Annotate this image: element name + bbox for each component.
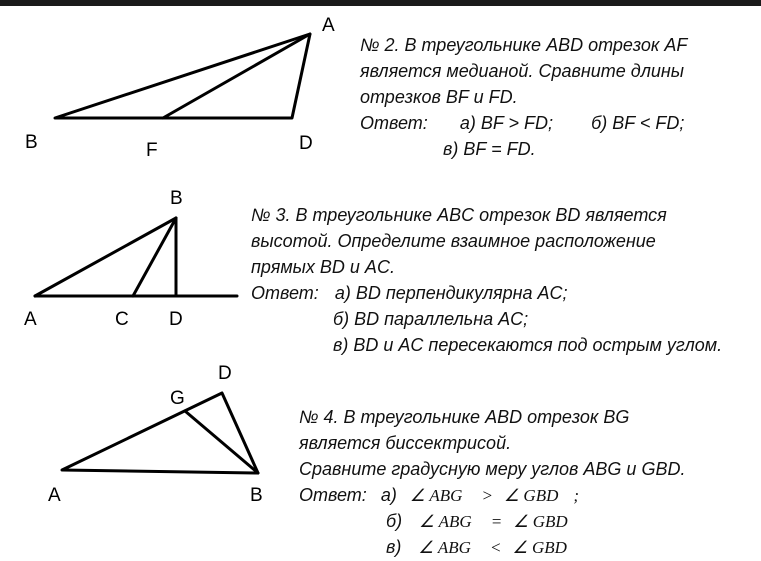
problem-statement-line: № 2. В треугольнике ABD отрезок AF (360, 35, 688, 55)
answer-label: Ответ: (251, 283, 319, 303)
angle-gbd: ∠ GBD (512, 538, 567, 557)
problem-statement-line: является медианой. Сравните длины (360, 61, 685, 81)
answer-option-c: в) BD и AC пересекаются под острым углом. (333, 335, 723, 355)
problem-2-text (360, 32, 687, 162)
problem-statement-line: прямых BD и AC. (251, 257, 395, 277)
answer-option-a-label: а) (380, 485, 397, 505)
answer-option-c-label: в) (386, 537, 402, 557)
problem-statement-line: является биссектрисой. (299, 433, 512, 453)
point-label-a: A (322, 15, 335, 36)
point-label-f: F (146, 140, 158, 161)
comparison-sign: < (489, 538, 502, 557)
problem-statement-line: Сравните градусную меру углов ABG и GBD. (299, 459, 686, 479)
comparison-sign: = (490, 512, 503, 531)
answer-row (299, 482, 685, 508)
answer-option-c: в) BF = FD. (443, 139, 536, 159)
answer-option-b-label: б) (386, 511, 403, 531)
problem-4-text (299, 404, 685, 560)
answer-row (299, 508, 685, 534)
point-label-a: A (24, 309, 37, 330)
point-label-a: A (48, 485, 61, 506)
point-label-b: B (25, 132, 38, 153)
answer-label: Ответ: (299, 485, 367, 505)
answer-option-a: а) BF > FD; (459, 113, 554, 133)
answer-row (299, 534, 685, 560)
comparison-sign: > (481, 486, 493, 505)
answer-row (360, 110, 687, 136)
problem-statement-line: отрезков BF и FD. (360, 87, 518, 107)
punctuation: ; (573, 486, 580, 505)
answer-option-b: б) BF < FD; (591, 113, 685, 133)
point-label-g: G (170, 388, 185, 409)
angle-abg: ∠ ABG (418, 538, 471, 557)
answer-label: Ответ: (360, 113, 428, 133)
answer-option-a: а) BD перпендикулярна AC; (334, 283, 568, 303)
angle-gbd: ∠ GBD (513, 512, 568, 531)
problem-statement-line: № 4. В треугольнике ABD отрезок BG (299, 407, 630, 427)
point-label-b: B (170, 188, 183, 209)
answer-row (251, 306, 722, 332)
answer-option-b: б) BD параллельна AC; (333, 309, 529, 329)
answer-row (251, 332, 722, 358)
point-label-d: D (299, 133, 313, 154)
point-label-d: D (169, 309, 183, 330)
problem-statement-line: высотой. Определите взаимное расположение (251, 231, 656, 251)
point-label-c: C (115, 309, 129, 330)
point-label-b: B (250, 485, 263, 506)
problem-statement-line: № 3. В треугольнике ABC отрезок BD является (251, 205, 667, 225)
answer-row (360, 136, 687, 162)
angle-abg: ∠ ABG (409, 486, 463, 505)
angle-abg: ∠ ABG (419, 512, 472, 531)
angle-gbd: ∠ GBD (503, 486, 559, 505)
problem-3-text (251, 202, 722, 358)
triangle-abd (62, 393, 258, 473)
answer-row (251, 280, 722, 306)
point-label-d: D (218, 363, 232, 384)
bisector-bg (185, 411, 258, 473)
